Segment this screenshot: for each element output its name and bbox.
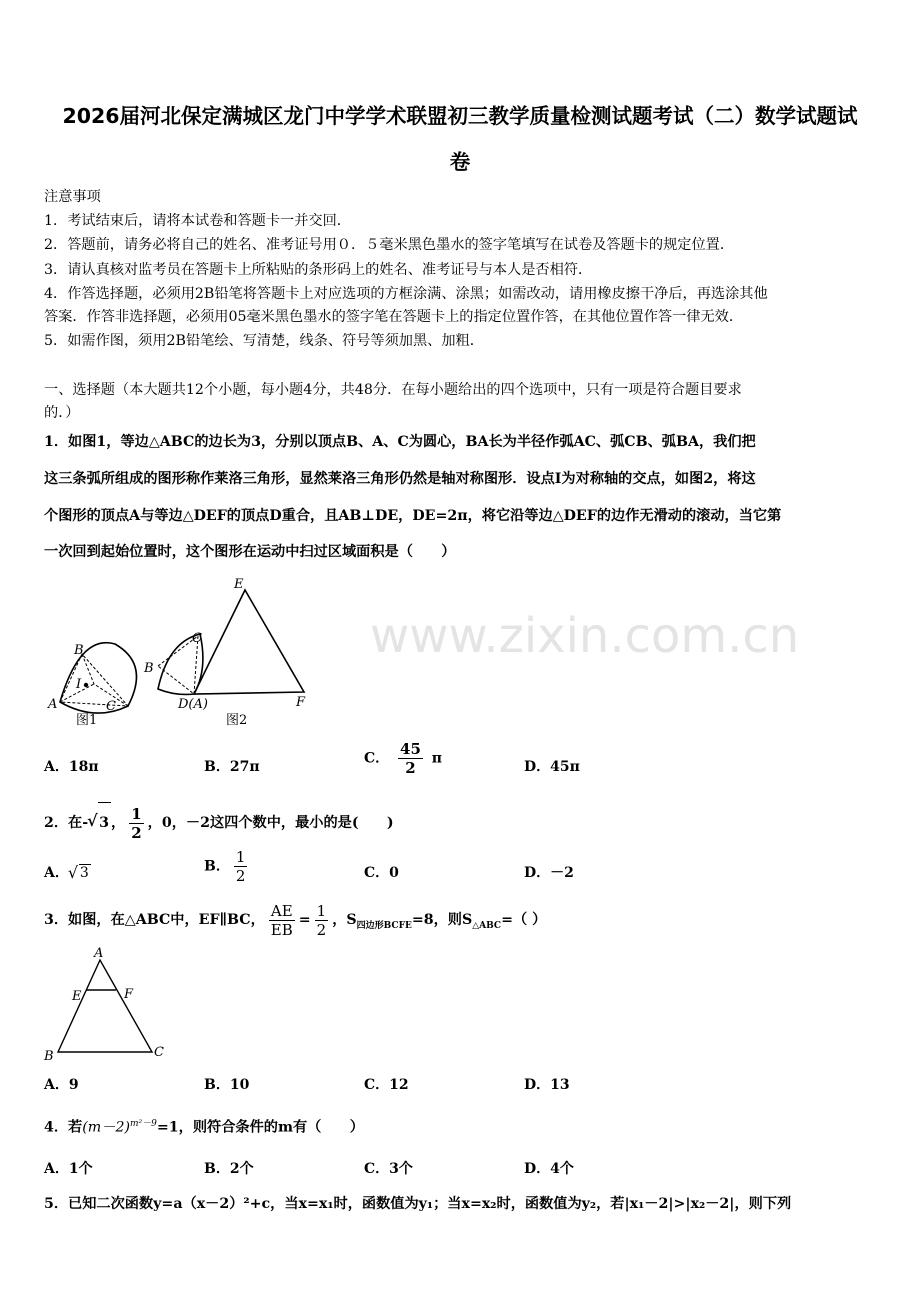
fig2-label-f: F: [296, 695, 306, 710]
q1-text: 一次回到起始位置时，这个图形在运动中扫过区域面积是（ ）: [44, 544, 456, 560]
reuleaux-figure-1: [47, 643, 136, 728]
notice-item: 2．答题前，请务必将自己的姓名、准考证号用０．５毫米黑色墨水的签字笔填写在试卷及答题卡的规定位置．: [44, 237, 735, 253]
q4-option-a[interactable]: A．1个: [44, 1161, 93, 1177]
fig3-label-e: E: [72, 989, 82, 1004]
notice-heading: 注意事项: [44, 189, 101, 205]
q1-option-d[interactable]: D．45π: [524, 759, 580, 775]
notice-item: 3．请认真核对监考员在答题卡上所粘贴的条形码上的姓名、准考证号与本人是否相符．: [44, 262, 593, 278]
fig3-label-b: B: [44, 1049, 54, 1064]
fig3-label-f: F: [124, 987, 134, 1002]
q2-option-c[interactable]: C．0: [364, 865, 399, 881]
q4-text: 4．若$(m-2)^{m^2-9}=1$，则符合条件的m有（ ）: [44, 1119, 364, 1136]
watermark: www.zixin.com.cn: [370, 608, 800, 664]
notice-item: 答案．作答非选择题，必须用05毫米黑色墨水的签字笔在答题卡上的指定位置作答，在其他位置作答一律无效．: [44, 309, 744, 325]
q5-text: 5．已知二次函数y=a（x－2）²+c，当x=x₁时，函数值为y₁；当x=x₂时，函数值为y₂，若|x₁－2|>|x₂－2|，则下列: [44, 1196, 792, 1212]
q4-option-d[interactable]: D．4个: [524, 1161, 574, 1177]
fraction: $\frac{45}{2}$: [400, 740, 421, 777]
notice-item: 4．作答选择题，必须用2B铅笔将答题卡上对应选项的方框涂满、涂黑；如需改动，请用橡皮擦干净后，再选涂其他: [44, 286, 768, 302]
section-heading-cont: 的．）: [44, 405, 80, 421]
q1-text: 1．如图1，等边△ABC的边长为3，分别以顶点B、A、C为圆心，BA长为半径作弧AC、弧CB、弧BA，我们把: [44, 434, 756, 450]
q1-option-c[interactable]: C． $\frac{45}{2}$ π: [364, 740, 443, 777]
fig3-label-a: A: [94, 946, 104, 961]
section-heading: 一、选择题（本大题共12个小题，每小题4分，共48分．在每小题给出的四个选项中，只有一项是符合题目要求: [44, 382, 742, 398]
q2-text: 2．在-√ 3 ， $\frac{1}{2}$ ，0，－2这四个数中，最小的是( ): [44, 802, 394, 843]
q1-figure: [40, 574, 320, 734]
q1-text: 个图形的顶点A与等边△DEF的顶点D重合，且AB⊥DE，DE=2π，将它沿等边△DEF的边作无滑动的滚动，当它第: [44, 508, 782, 524]
q3-figure: [40, 944, 180, 1064]
fig2-label-b: B: [144, 661, 154, 676]
page-title-cont: 卷: [449, 150, 471, 174]
fraction: $\frac{1}{2}$: [131, 804, 142, 842]
fig1-caption: 图1: [76, 713, 98, 728]
q3-option-c[interactable]: C．12: [364, 1077, 409, 1093]
q1-option-a[interactable]: A．18π: [44, 759, 99, 775]
reuleaux-figure-2: [143, 577, 306, 728]
q2-option-a[interactable]: A．√ 3: [44, 862, 91, 882]
q3-text: 3．如图，在△ABC中，EF∥BC， $\frac{AE}{EB}$ = $\frac{1}{2}$ ，$S_{四边形BCFE}=8$，则$S_{\triangle ABC}=$（ ）: [44, 901, 547, 939]
fig1-label-c: C: [106, 699, 116, 714]
page-title: 2026届河北保定满城区龙门中学学术联盟初三教学质量检测试题考试（二）数学试题试: [62, 104, 858, 128]
q3-option-b[interactable]: B．10: [204, 1077, 250, 1093]
fig2-label-c: C: [192, 631, 202, 646]
fig2-caption: 图2: [226, 713, 248, 728]
q4-option-c[interactable]: C．3个: [364, 1161, 413, 1177]
fig1-label-a: A: [48, 697, 58, 712]
sqrt: √ 3: [98, 802, 111, 843]
q4-option-b[interactable]: B．2个: [204, 1161, 254, 1177]
q3-option-d[interactable]: D．13: [524, 1077, 570, 1093]
fig3-label-c: C: [154, 1045, 164, 1060]
notice-item: 1．考试结束后，请将本试卷和答题卡一并交回．: [44, 213, 351, 229]
q1-text: 这三条弧所组成的图形称作莱洛三角形，显然莱洛三角形仍然是轴对称图形．设点I为对称轴的交点，如图2，将这: [44, 471, 756, 487]
fig2-label-da: D(A): [178, 697, 208, 712]
q3-option-a[interactable]: A．9: [44, 1077, 79, 1093]
notice-item: 5．如需作图，须用2B铅笔绘、写清楚，线条、符号等须加黑、加粗．: [44, 333, 484, 349]
fig2-label-e: E: [234, 577, 244, 592]
fig1-label-b: B: [74, 643, 84, 658]
q2-option-d[interactable]: D．－2: [524, 865, 574, 881]
fig1-label-i: I: [76, 677, 82, 692]
q1-option-b[interactable]: B．27π: [204, 759, 260, 775]
q2-option-b[interactable]: B． $\frac{1}{2}$: [204, 848, 246, 885]
